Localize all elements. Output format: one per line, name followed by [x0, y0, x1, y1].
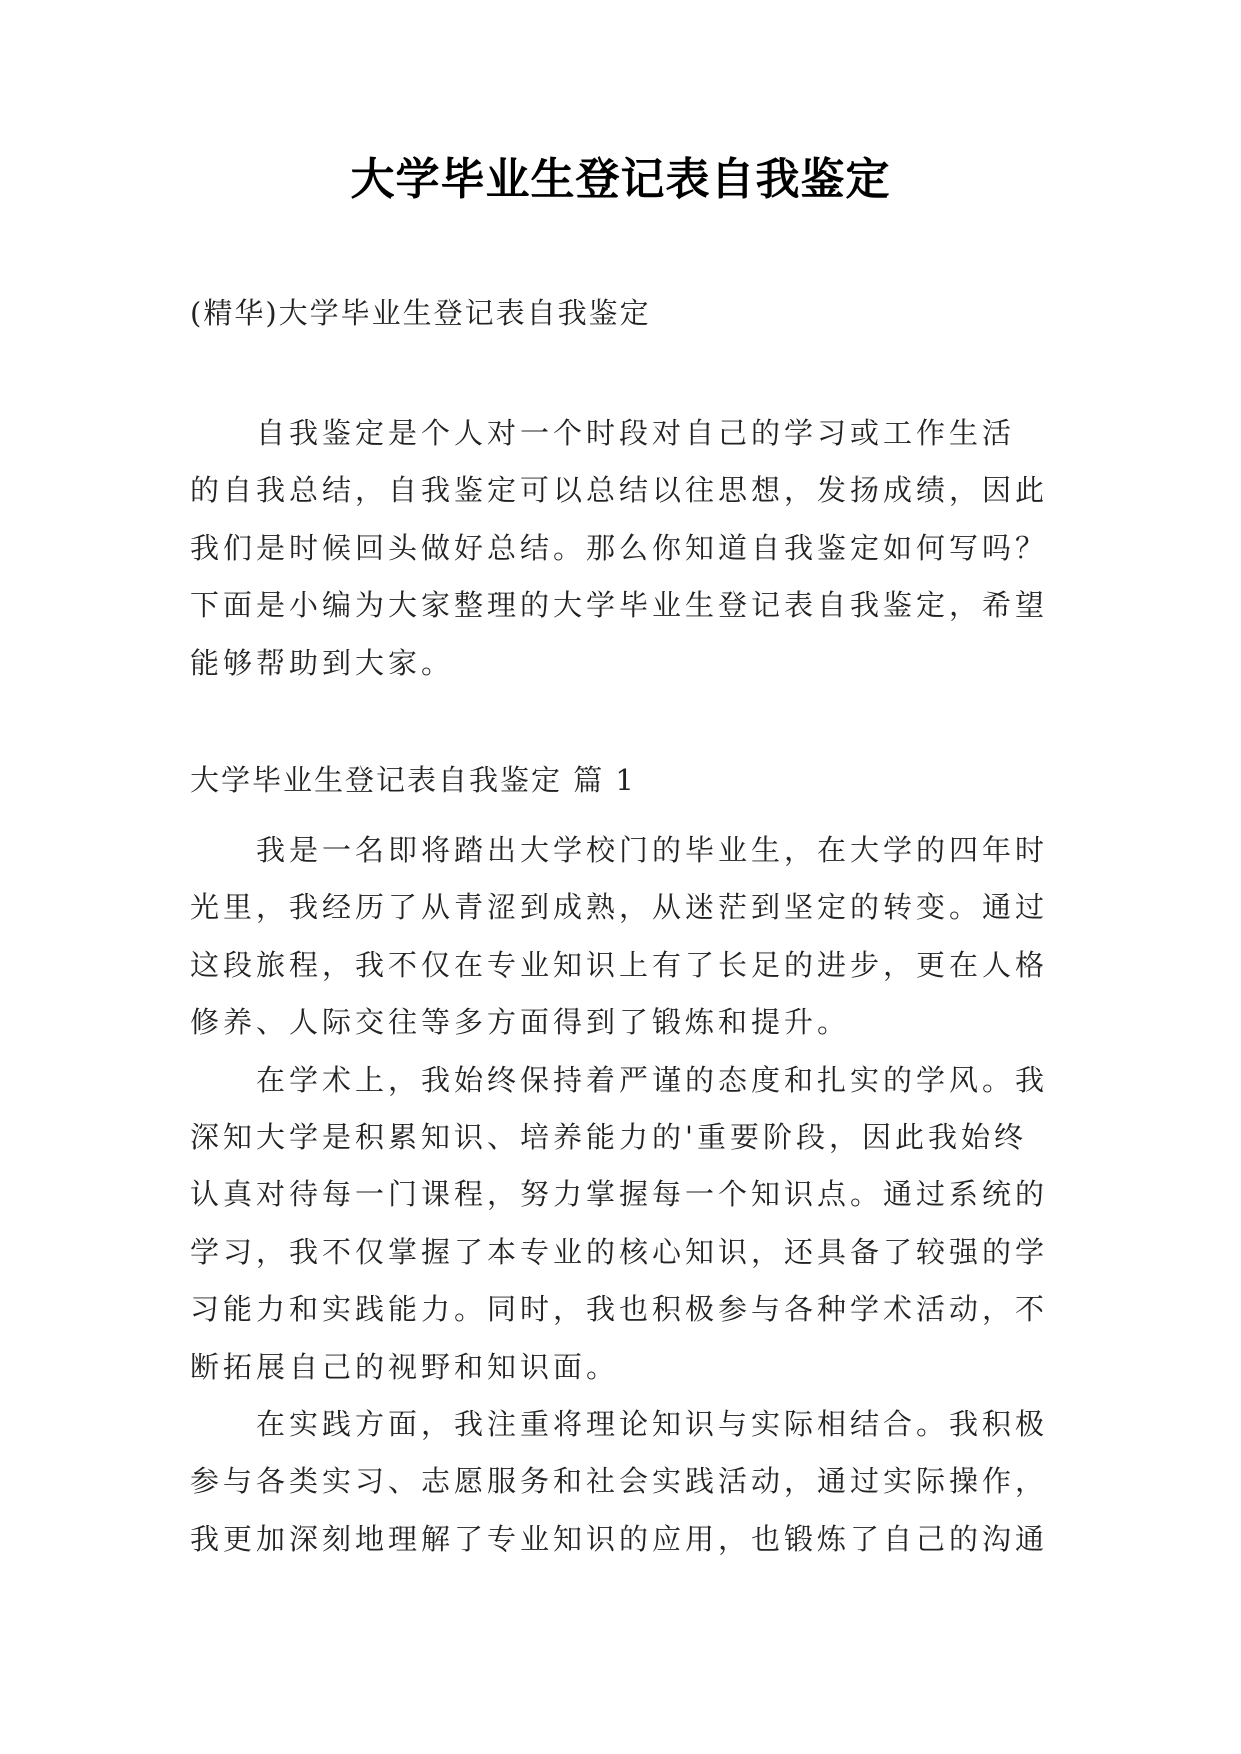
text-line: 在实践方面，我注重将理论知识与实际相结合。我积极 — [256, 1406, 1049, 1441]
body-text — [190, 822, 1060, 1568]
text-line: 深知大学是积累知识、培养能力的'重要阶段，因此我始终 — [190, 1119, 1027, 1154]
text-line: 习能力和实践能力。同时，我也积极参与各种学术活动，不 — [190, 1292, 1049, 1327]
text-line: 学习，我不仅掌握了本专业的核心知识，还具备了较强的学 — [190, 1234, 1049, 1269]
text-line: 认真对待每一门课程，努力掌握每一个知识点。通过系统的 — [190, 1177, 1049, 1212]
text-line: 在学术上，我始终保持着严谨的态度和扎实的学风。我 — [256, 1062, 1049, 1097]
text-line: 下面是小编为大家整理的大学毕业生登记表自我鉴定，希望 — [190, 588, 1049, 623]
text-line: 光里，我经历了从青涩到成熟，从迷茫到坚定的转变。通过 — [190, 890, 1049, 925]
text-line: 我是一名即将踏出大学校门的毕业生，在大学的四年时 — [256, 833, 1049, 867]
document-title: 大学毕业生登记表自我鉴定 — [350, 154, 891, 205]
text-line: 自我鉴定是个人对一个时段对自己的学习或工作生活 — [256, 416, 1016, 450]
text-line: 断拓展自己的视野和知识面。 — [190, 1349, 620, 1384]
text-line: 修养、人际交往等多方面得到了锻炼和提升。 — [190, 1005, 851, 1040]
section-heading: 大学毕业生登记表自我鉴定 篇 1 — [190, 763, 636, 797]
text-line: 的自我总结，自我鉴定可以总结以往思想，发扬成绩，因此 — [190, 473, 1049, 508]
text-line: 能够帮助到大家。 — [190, 645, 455, 680]
intro-paragraph — [190, 405, 1060, 692]
text-line: 我更加深刻地理解了专业知识的应用，也锻炼了自己的沟通 — [190, 1521, 1049, 1556]
text-line: 这段旅程，我不仅在专业知识上有了长足的进步，更在人格 — [190, 947, 1049, 982]
text-line: 参与各类实习、志愿服务和社会实践活动，通过实际操作， — [190, 1464, 1049, 1499]
document-subtitle: (精华)大学毕业生登记表自我鉴定 — [190, 296, 651, 330]
text-line: 我们是时候回头做好总结。那么你知道自我鉴定如何写吗？ — [190, 530, 1049, 565]
